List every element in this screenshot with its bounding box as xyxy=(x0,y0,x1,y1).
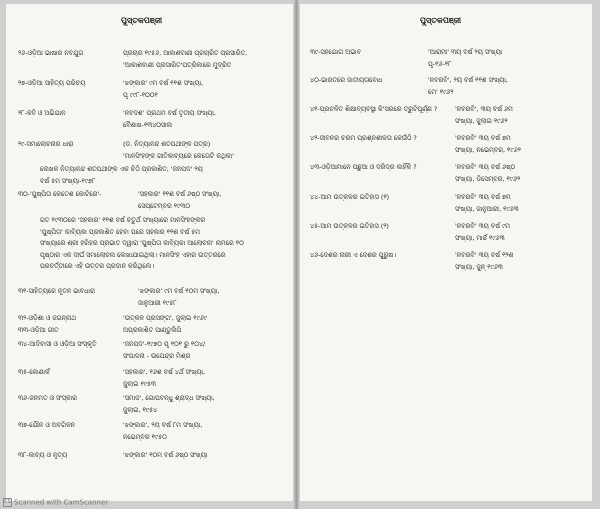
entry-source-line: ଜୁଲାଇ ୧୯୫୩ xyxy=(123,379,156,388)
entry-title: ୪୦-ଭାରତରେ ଜାତୀୟତାବୋଧ xyxy=(310,76,383,84)
entry-source xyxy=(138,191,221,214)
entry-source-line: ଜୁଲାଇ, ୧୯୫୪ xyxy=(123,405,158,414)
entry-source xyxy=(455,194,519,217)
entry-source-line: 'ପୁଷ୍ପିତା' କାବ୍ୟିକା ପ୍ରକାଶିତ ହେବା ପରେ ସହକାର ୧୧ଶ ବର୍ଷ ୫ମ xyxy=(40,227,200,236)
entry-title: ୩୭-ଯୌନ ଓ ଅବଗିଳନ xyxy=(18,421,76,429)
entry-title: ୪୪-ଆମ ଉତ୍କଳର ଇତିହାସ (୧) xyxy=(310,193,390,201)
right-page xyxy=(300,4,592,501)
bibliography-entry xyxy=(40,166,290,189)
bibliography-entry xyxy=(18,422,288,445)
entry-source-line: ପୃ ୯୯୮-୧୦୦୧ xyxy=(123,90,158,99)
entry-source-line: ସେପ୍ଟେମ୍ବର ୧୯୩୦ xyxy=(138,201,190,210)
entry-source-line: 'ସମାଜ', ଗୋପବନ୍ଧୁ ଶ୍ରାଦ୍ଧ ସଂଖ୍ୟା, xyxy=(123,394,215,402)
entry-source xyxy=(123,50,247,73)
entry-source xyxy=(455,135,521,158)
entry-source-line: ସଂଖ୍ୟା, ଜୁଲାଇ ୧୯୬୨ xyxy=(455,116,508,125)
entry-source-line: 'ନବରବି', ୩ୟ ବର୍ଷ ୬ମ xyxy=(455,105,513,113)
bibliography-entry xyxy=(310,223,588,246)
entry-source-line: ସଂଖ୍ୟା, ଜୁନ୍ ୧୯୬୩ xyxy=(455,262,503,271)
bibliography-entry xyxy=(18,110,288,133)
entry-source xyxy=(455,106,513,129)
entry-source-line: 'ସହକାର' ୧୧ଶ ବର୍ଷ ୬ଷ୍ଠ ସଂଖ୍ୟା, xyxy=(138,190,222,198)
entry-source-line: 'ନବରବି' ୩ୟ ବର୍ଷ ୬ଷ୍ଠ xyxy=(455,163,515,171)
entry-source-line: 'ସହକାର', ୧୬ଶ ବର୍ଷ ୪ର୍ଥ ସଂଖ୍ୟା, xyxy=(123,368,205,376)
entry-source-line: 'ନବରବି', ୨ୟ ବର୍ଷ ୧୧ଶ ସଂଖ୍ୟା, xyxy=(428,76,508,84)
entry-source-line: (ଡ. ନିତ୍ୟାନନ୍ଦ ଶତପଥୀଙ୍କ ପତ୍ର) xyxy=(123,140,211,148)
entry-source-line: 'ନବରବି' ୩ୟ ବର୍ଷ ୭ମ xyxy=(455,134,511,142)
entry-title: ୩୩-ଓଡ଼ିଆ ଗୀତ xyxy=(18,326,59,334)
entry-source-line: ଗତ ୧୯୩୦ରେ 'ସହକାର' ୧୧ଶ ବର୍ଷ ଚତୁର୍ଥ ସଂଖ୍ୟାରେ ମାନସିଂହଙ୍କର xyxy=(40,216,206,224)
entry-title: ୨୬-ଓଡ଼ିଆ ଭାଷାର ନବଯୁଗ xyxy=(18,49,84,57)
bibliography-entry xyxy=(18,80,288,103)
scanner-watermark xyxy=(3,498,108,507)
entry-source-line: ସଂଖ୍ୟାରେ ଶ୍ରୀ ହରିହର ପ୍ରଭାତ ଦ୍ୱାରା 'ପୁଷ୍ପିତା କାବ୍ୟିକା ଆଲୋଚନା' ନାମରେ ୧୦ xyxy=(40,239,244,247)
entry-source-line: 'ନବରବି' ୩ୟ ବର୍ଷ ୧୨ଶ xyxy=(455,251,514,259)
entry-source-line: 'ଜନପଦ'-୧୯୭୦ ପୃ ୧୦୧ ରୁ ୧୦୪/ xyxy=(123,340,206,348)
entry-source xyxy=(123,341,205,364)
right-page-heading: ପୁସ୍ତକପଞ୍ଜୀ xyxy=(420,16,462,25)
bibliography-entry xyxy=(18,341,288,364)
entry-source-line: 'ଉତ୍କଳ ପ୍ରସଙ୍ଗ', ଜୁଲାଇ ୧୯୬୯ xyxy=(123,314,207,322)
entry-source-line: ମେ' ୧୯୬୨ xyxy=(428,87,454,96)
entry-source xyxy=(40,166,203,189)
bibliography-entry xyxy=(18,369,288,392)
bibliography-entry xyxy=(18,395,288,418)
entry-source xyxy=(123,315,207,327)
bibliography-entry xyxy=(40,217,290,275)
entry-source-line: ସଂଖ୍ୟା, ମାର୍ଚ୍ଚ ୧୯୬୩ xyxy=(455,233,505,242)
entry-source xyxy=(123,369,205,392)
entry-source-line: 'ଝଙ୍କାର' ୧୦ମ ବର୍ଷ ୬ଷ୍ଠ ସଂଖ୍ୟା xyxy=(123,451,208,459)
entry-title: ୪୨-ଜୀବନର ଚରମ ପ୍ରଶ୍ନଶୀଳତା କେଉଁଠି ? xyxy=(310,134,417,142)
entry-source xyxy=(123,422,202,445)
entry-source-line: 'ଝଙ୍କାର', ୨ୟ ବର୍ଷ ୮ମ ସଂଖ୍ୟା, xyxy=(123,421,203,429)
entry-source-line: ସଂଖ୍ୟା, ଡିସେମ୍ବର, ୧୯୬୨ xyxy=(455,174,521,183)
entry-source-line: ପୃଷ୍ଠାର ଏକ ଦୀର୍ଘ ସମାଲୋଚନା ଲେଖାଯାଇଥିଲା। ମାନସିଂହ ଏହାର ଉତ୍ତରରେ xyxy=(40,250,226,259)
camscanner-icon: CS xyxy=(4,499,11,505)
entry-source-line: ପରବର୍ତ୍ତୀରେ ଏହି ଉତ୍ତର ପ୍ରଦାନ କରିଥିଲେ। xyxy=(40,262,155,270)
bibliography-entry xyxy=(310,135,588,158)
entry-title: ୨୯-ସମାଲୋଚନାର ଧାରା xyxy=(18,140,74,148)
entry-source-line: ନଭେମ୍ବର ୧୯୫୦ xyxy=(123,432,167,441)
bibliography-entry xyxy=(18,452,288,464)
entry-source-line: ସଂଖ୍ୟା, ନଭେମ୍ବର, ୧୯୬୨ xyxy=(455,145,521,154)
scanner-watermark-text: Scanned with CamScanner xyxy=(14,498,109,507)
entry-title: ୪୬-ଦେଶର ନାରୀ ଏ ଦେଶର ପୁରୁଷ। xyxy=(310,251,397,259)
bibliography-entry xyxy=(310,164,588,187)
entry-source-line: 'ଝଙ୍କାର' ୯ମ ବର୍ଷ ୧୦ମ ସଂଖ୍ୟା, xyxy=(138,287,220,295)
entry-title: ୩୯-ସହଯୋଗ ଅଭାବ xyxy=(310,48,362,56)
entry-source-line: ପ୍ରଚାର ୧୯୫୬, ଆକାଶବାଣୀ ପ୍ରଚାରିତ ପ୍ରସାରିତ, xyxy=(123,49,248,57)
entry-source-line: 'ନବରବି' ୩ୟ ବର୍ଷ ୯ମ xyxy=(455,222,510,230)
entry-source xyxy=(123,110,216,133)
bibliography-entry xyxy=(310,194,588,217)
entry-source-line: ସଂଖ୍ୟା, ଜାନୁଆରୀ, ୧୯୬୩ xyxy=(455,204,519,213)
entry-source-line: 'ମାନସିଂହଙ୍କ ଗୀତିକାବ୍ୟରେ କେତୋଟି କଥିକା' xyxy=(123,151,234,160)
entry-source-line: ସଂପାଦନା - ଉପେନ୍ଦ୍ର ମିଶ୍ର xyxy=(123,351,191,360)
left-page xyxy=(6,4,293,501)
entry-title: ୪୫-ଆମ ଉତ୍କଳର ଇତିହାସ (୨) xyxy=(310,222,389,230)
entry-title: ୨୮-କବି ଓ ଅଭିଯାନ xyxy=(18,109,66,117)
entry-source xyxy=(123,395,215,418)
bibliography-entry xyxy=(18,50,288,73)
entry-source-line: ବୈଶାଖ-୧୩୪୦ସାଲ xyxy=(123,120,173,129)
entry-source-line: 'ନବରବି' ୩ୟ ବର୍ଷ ୭ମ xyxy=(455,193,511,201)
entry-source xyxy=(40,217,244,275)
left-page-heading: ପୁସ୍ତକପଞ୍ଜୀ xyxy=(121,16,163,25)
entry-title: ୩୧-ସାହିତ୍ୟରେ ନୂତନ ଭାବଧାରା xyxy=(18,287,96,295)
entry-title: ୪୩-ଓଡ଼ିଆମାନେ ପଛୁଆ ଓ ଦରିଦ୍ର କାହିଁକି ? xyxy=(310,163,417,171)
entry-source xyxy=(455,252,513,275)
entry-source xyxy=(428,49,502,72)
bibliography-entry xyxy=(18,141,288,164)
entry-source xyxy=(123,452,207,464)
bibliography-entry xyxy=(310,49,588,72)
entry-source-line: ଅପ୍ରକାଶିତ ପାଣ୍ଡୁଲିପି xyxy=(123,326,182,334)
entry-source xyxy=(455,223,510,246)
entry-source xyxy=(123,141,234,164)
entry-source-line: 'ଝଙ୍କାର' ୯ମ ବର୍ଷ ୧୧ଶ ସଂଖ୍ୟା, xyxy=(123,79,204,87)
entry-source-line: ପୃ-୧୬-୧୮ xyxy=(428,59,452,68)
entry-source xyxy=(138,288,219,311)
bibliography-entry xyxy=(310,252,588,275)
entry-source xyxy=(123,327,181,339)
bibliography-entry xyxy=(310,106,588,129)
entry-source-line: ବର୍ଷ ୫ମ ସଂଖ୍ୟା-୧୯୭୮ xyxy=(40,176,96,185)
entry-source xyxy=(123,80,203,103)
bibliography-entry xyxy=(18,327,288,339)
bibliography-entry xyxy=(18,315,288,327)
entry-source-line: ଲେଖକ ନିତ୍ୟାନନ୍ଦ ଶତପଥୀଙ୍କ ଏକ ଚିଠି ପ୍ରକାଶିତ, 'ଜନପଦ' ୨ୟ xyxy=(40,165,203,173)
entry-title: ୩୫-କୋଣାର୍କ xyxy=(18,368,50,376)
entry-source-line: 'ଆରାମୀ' ୩ୟ ବର୍ଷ ୨ୟ ସଂଖ୍ୟା xyxy=(428,48,503,56)
entry-source xyxy=(428,77,508,100)
entry-title: ୩୦-'ପୁଷ୍ପିତା କେତେଶ କୋଟିରେ'- xyxy=(18,190,102,198)
entry-source-line: 'ଆକାଶବାଣୀ ପ୍ରସାରିତ'ପତ୍ରିକାରେ ମୁଦ୍ରିତ xyxy=(123,60,232,69)
entry-title: ୩୪-ଆଦିବାସୀ ଓ ଓଡ଼ିଆ ସଂସ୍କୃତି xyxy=(18,340,97,348)
bibliography-entry xyxy=(18,288,288,311)
entry-source-line: ଜାନୁଆରୀ ୧୯୫୮ xyxy=(138,298,177,307)
book-gutter xyxy=(293,0,300,509)
entry-title: ୩୮-କାବ୍ୟ ଓ ନୃତ୍ୟ xyxy=(18,451,68,459)
entry-title: ୪୧-ପ୍ରଚଳିତ ଶିକ୍ଷାବ୍ୟବସ୍ଥା କି'ସରରେ ତ୍ରୁଟିପୂର୍ଣ୍ଣ ? xyxy=(310,105,438,113)
entry-title: ୨୭-ଓଡ଼ିଆ ସାହିତ୍ୟ ପରିଚୟ xyxy=(18,79,86,87)
bibliography-entry xyxy=(310,77,588,100)
entry-source-line: 'ନବଦଶ' ପ୍ରଥମ ବର୍ଷ ତୃତୀୟ ସଂଖ୍ୟା, xyxy=(123,109,216,117)
entry-title: ୩୬-ଜନମତ ଓ ସଂସ୍କାର xyxy=(18,394,77,402)
entry-title: ୩୨-ଓଡ଼ିଶା ଓ ଜଗନ୍ନାଥ xyxy=(18,314,76,322)
entry-source xyxy=(455,164,520,187)
bibliography-entry xyxy=(18,191,288,214)
